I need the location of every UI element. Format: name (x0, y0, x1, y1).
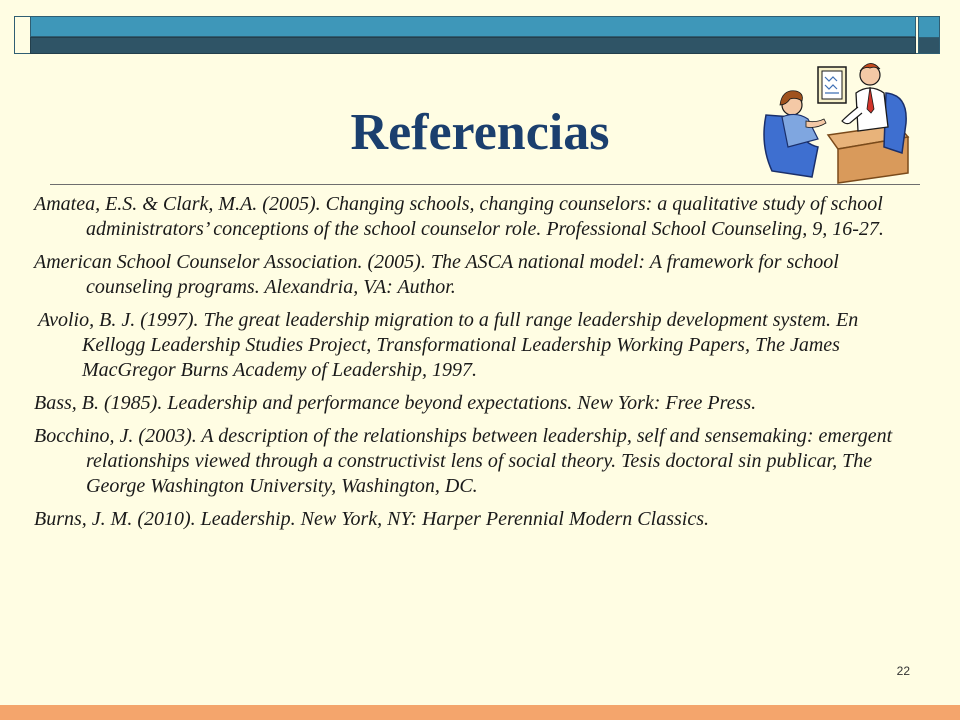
references-list (34, 192, 920, 540)
reference-item: Bocchino, J. (2003). A description of the relationships between leadership, self and sensemaking: emergent relationships viewed through a constructivist lens of social theory. Tesis doctoral sin publicar, The George Washington University, Washington, DC. (34, 425, 893, 497)
bottom-corner-box (918, 37, 940, 54)
reference-item: Bass, B. (1985). Leadership and performance beyond expectations. New York: Free Press. (34, 392, 757, 414)
top-dark-bar (30, 37, 916, 54)
bottom-accent-bar (0, 705, 960, 720)
reference-item: Avolio, B. J. (1997). The great leadership migration to a full range leadership development system. En Kellogg Leadership Studies Project, Transformational Leadership Working Papers, The James MacGregor Burns Academy of Leadership, 1997. (38, 309, 859, 381)
reference-item: American School Counselor Association. (2005). The ASCA national model: A framework for school counseling programs. Alexandria, VA: Author. (34, 251, 839, 298)
top-accent-bar (30, 16, 916, 37)
top-corner-box (918, 16, 940, 38)
page-number: 22 (896, 664, 910, 678)
title-divider (50, 184, 920, 185)
reference-item: Burns, J. M. (2010). Leadership. New York, NY: Harper Perennial Modern Classics. (34, 508, 709, 530)
reference-item: Amatea, E.S. & Clark, M.A. (2005). Changing schools, changing counselors: a qualitative study of school administrators’ conceptions of the school counselor role. Professional School Counseling, 9, 16-27. (34, 193, 884, 240)
page-title: Referencias (350, 104, 610, 161)
